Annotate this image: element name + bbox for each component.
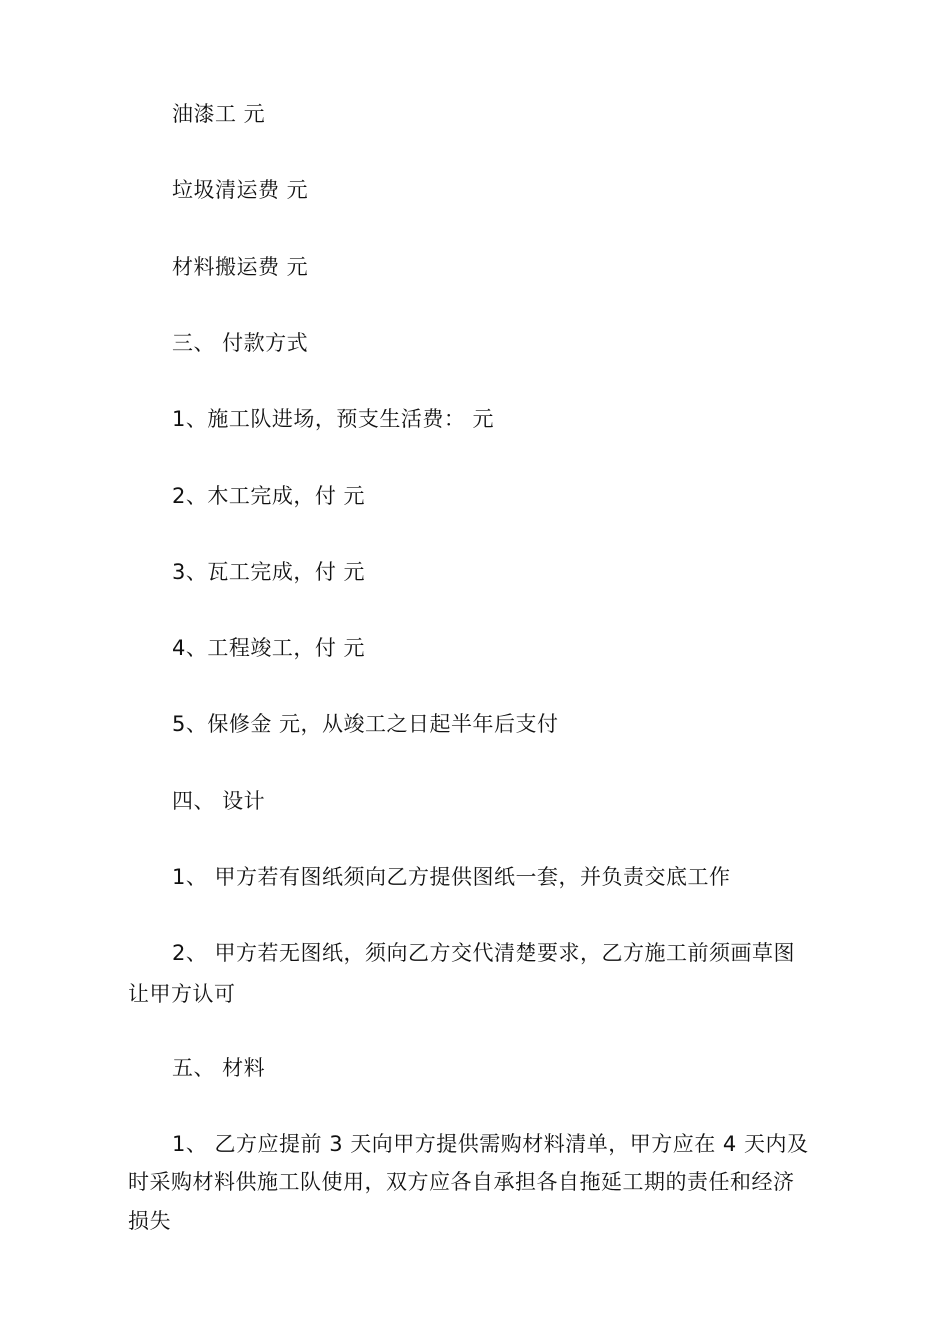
payment-item-2: 2、木工完成，付 元 [172,484,366,508]
section-heading-design: 四、 设计 [172,789,266,813]
design-item-1: 1、 甲方若有图纸须向乙方提供图纸一套，并负责交底工作 [172,865,731,889]
materials-item-1-line-3: 损失 [128,1209,171,1233]
section-heading-materials: 五、 材料 [172,1056,266,1080]
text-line-material-transport-fee: 材料搬运费 元 [172,255,309,279]
design-item-2-line-2: 让甲方认可 [128,982,236,1006]
payment-item-5: 5、保修金 元，从竣工之日起半年后支付 [172,712,559,736]
payment-item-3: 3、瓦工完成，付 元 [172,560,366,584]
payment-item-1: 1、施工队进场，预支生活费： 元 [172,407,495,431]
text-line-garbage-fee: 垃圾清运费 元 [172,178,309,202]
design-item-2-line-1: 2、 甲方若无图纸，须向乙方交代清楚要求，乙方施工前须画草图 [172,941,796,965]
materials-item-1-line-2: 时采购材料供施工队使用，双方应各自承担各自拖延工期的责任和经济 [128,1170,795,1194]
payment-item-4: 4、工程竣工，付 元 [172,636,366,660]
section-heading-payment: 三、 付款方式 [172,331,309,355]
text-line-painter-fee: 油漆工 元 [172,102,266,126]
materials-item-1-line-1: 1、 乙方应提前 3 天向甲方提供需购材料清单，甲方应在 4 天内及 [172,1132,809,1156]
